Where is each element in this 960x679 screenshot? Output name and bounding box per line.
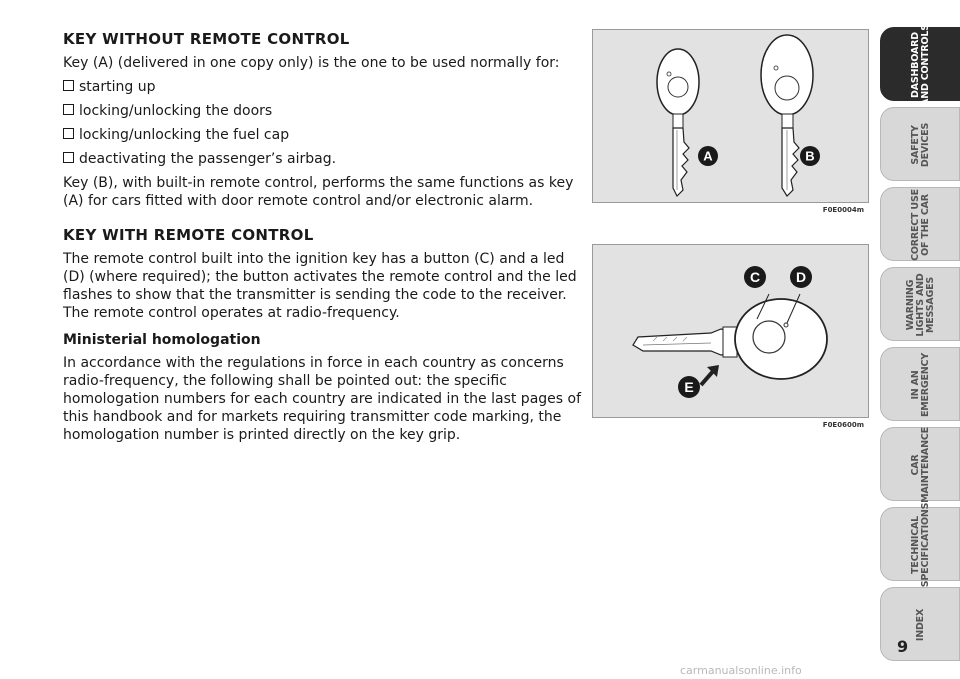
figure-keys-a-b (592, 29, 869, 214)
tab-label: IN AN EMERGENCY (910, 352, 931, 418)
tab-correct-use[interactable] (880, 187, 960, 261)
tab-car-maintenance[interactable] (880, 427, 960, 501)
paragraph-key-b: Key (B), with built-in remote control, performs the same functions as key (A) for cars fitted with door remote control and/or electronic alarm. (63, 175, 574, 209)
key-remote-illustration (593, 245, 868, 417)
figure-code: F0E0004m (822, 206, 864, 214)
watermark: carmanualsonline.info (680, 664, 802, 677)
label-c-badge (744, 266, 766, 288)
tab-warning-lights[interactable] (880, 267, 960, 341)
paragraph-homologation: In accordance with the regulations in force in each country as concerns radio-frequency, the following shall be pointed out: the specific homologation numbers for each country are indicated in the last pages of this handbook and for markets requiring transmitter code marking, the homologation number is printed directly on the key grip. (63, 355, 582, 443)
tab-label: TECHNICAL SPECIFICATIONS (910, 502, 931, 588)
bullet-text: locking/unlocking the fuel cap (79, 127, 290, 143)
keys-a-b-illustration (593, 30, 868, 202)
tab-index[interactable] (880, 587, 960, 661)
checkbox-bullet-icon (63, 128, 74, 139)
tab-label: SAFETY DEVICES (910, 122, 931, 168)
label-c-text: C (749, 269, 761, 285)
section-heading-homologation: Ministerial homologation (63, 332, 261, 348)
bullet-item (63, 78, 583, 96)
bullet-item (63, 150, 583, 168)
checkbox-bullet-icon (63, 80, 74, 91)
label-e-text: E (684, 379, 694, 395)
figure-key-remote (592, 244, 869, 429)
key-b-icon (761, 35, 813, 196)
tab-label: CAR MAINTENANCE (910, 427, 931, 503)
bullet-text: locking/unlocking the doors (79, 103, 273, 119)
tab-label: WARNING LIGHTS AND MESSAGES (905, 273, 936, 337)
key-remote-icon (633, 294, 827, 385)
label-a-badge (698, 146, 718, 166)
bullet-text: starting up (79, 79, 156, 95)
checkbox-bullet-icon (63, 104, 74, 115)
checkbox-bullet-icon (63, 152, 74, 163)
label-b-badge (800, 146, 820, 166)
label-b-text: B (805, 148, 815, 164)
label-e-badge (678, 376, 700, 398)
tab-label: DASHBOARD AND CONTROLS (910, 24, 931, 106)
tab-label: CORRECT USE OF THE CAR (910, 189, 931, 261)
main-text-column (63, 30, 583, 450)
tab-in-an-emergency[interactable] (880, 347, 960, 421)
page-number: 9 (897, 637, 909, 656)
bullet-item (63, 102, 583, 120)
bullet-item (63, 126, 583, 144)
tab-dashboard-and-controls[interactable] (880, 24, 960, 106)
label-d-badge (790, 266, 812, 288)
paragraph-key-a-intro: Key (A) (delivered in one copy only) is the one to be used normally for: (63, 55, 560, 71)
paragraph-remote-control: The remote control built into the ignition key has a button (C) and a led (D) (where required); the button activates the remote control and the led flashes to show that the transmitter is sending the code to the receiver. The remote control operates at radio-frequency. (63, 251, 577, 321)
section-heading-key-without-remote: KEY WITHOUT REMOTE CONTROL (63, 30, 350, 48)
label-d-text: D (795, 269, 807, 285)
tab-technical-specifications[interactable] (880, 502, 960, 588)
tab-safety-devices[interactable] (880, 107, 960, 181)
label-a-text: A (703, 148, 713, 164)
bullet-text: deactivating the passenger’s airbag. (79, 151, 337, 167)
tab-label: INDEX (915, 608, 926, 642)
figure-code: F0E0600m (822, 421, 864, 429)
section-heading-key-with-remote: KEY WITH REMOTE CONTROL (63, 226, 314, 244)
key-a-icon (657, 49, 699, 196)
